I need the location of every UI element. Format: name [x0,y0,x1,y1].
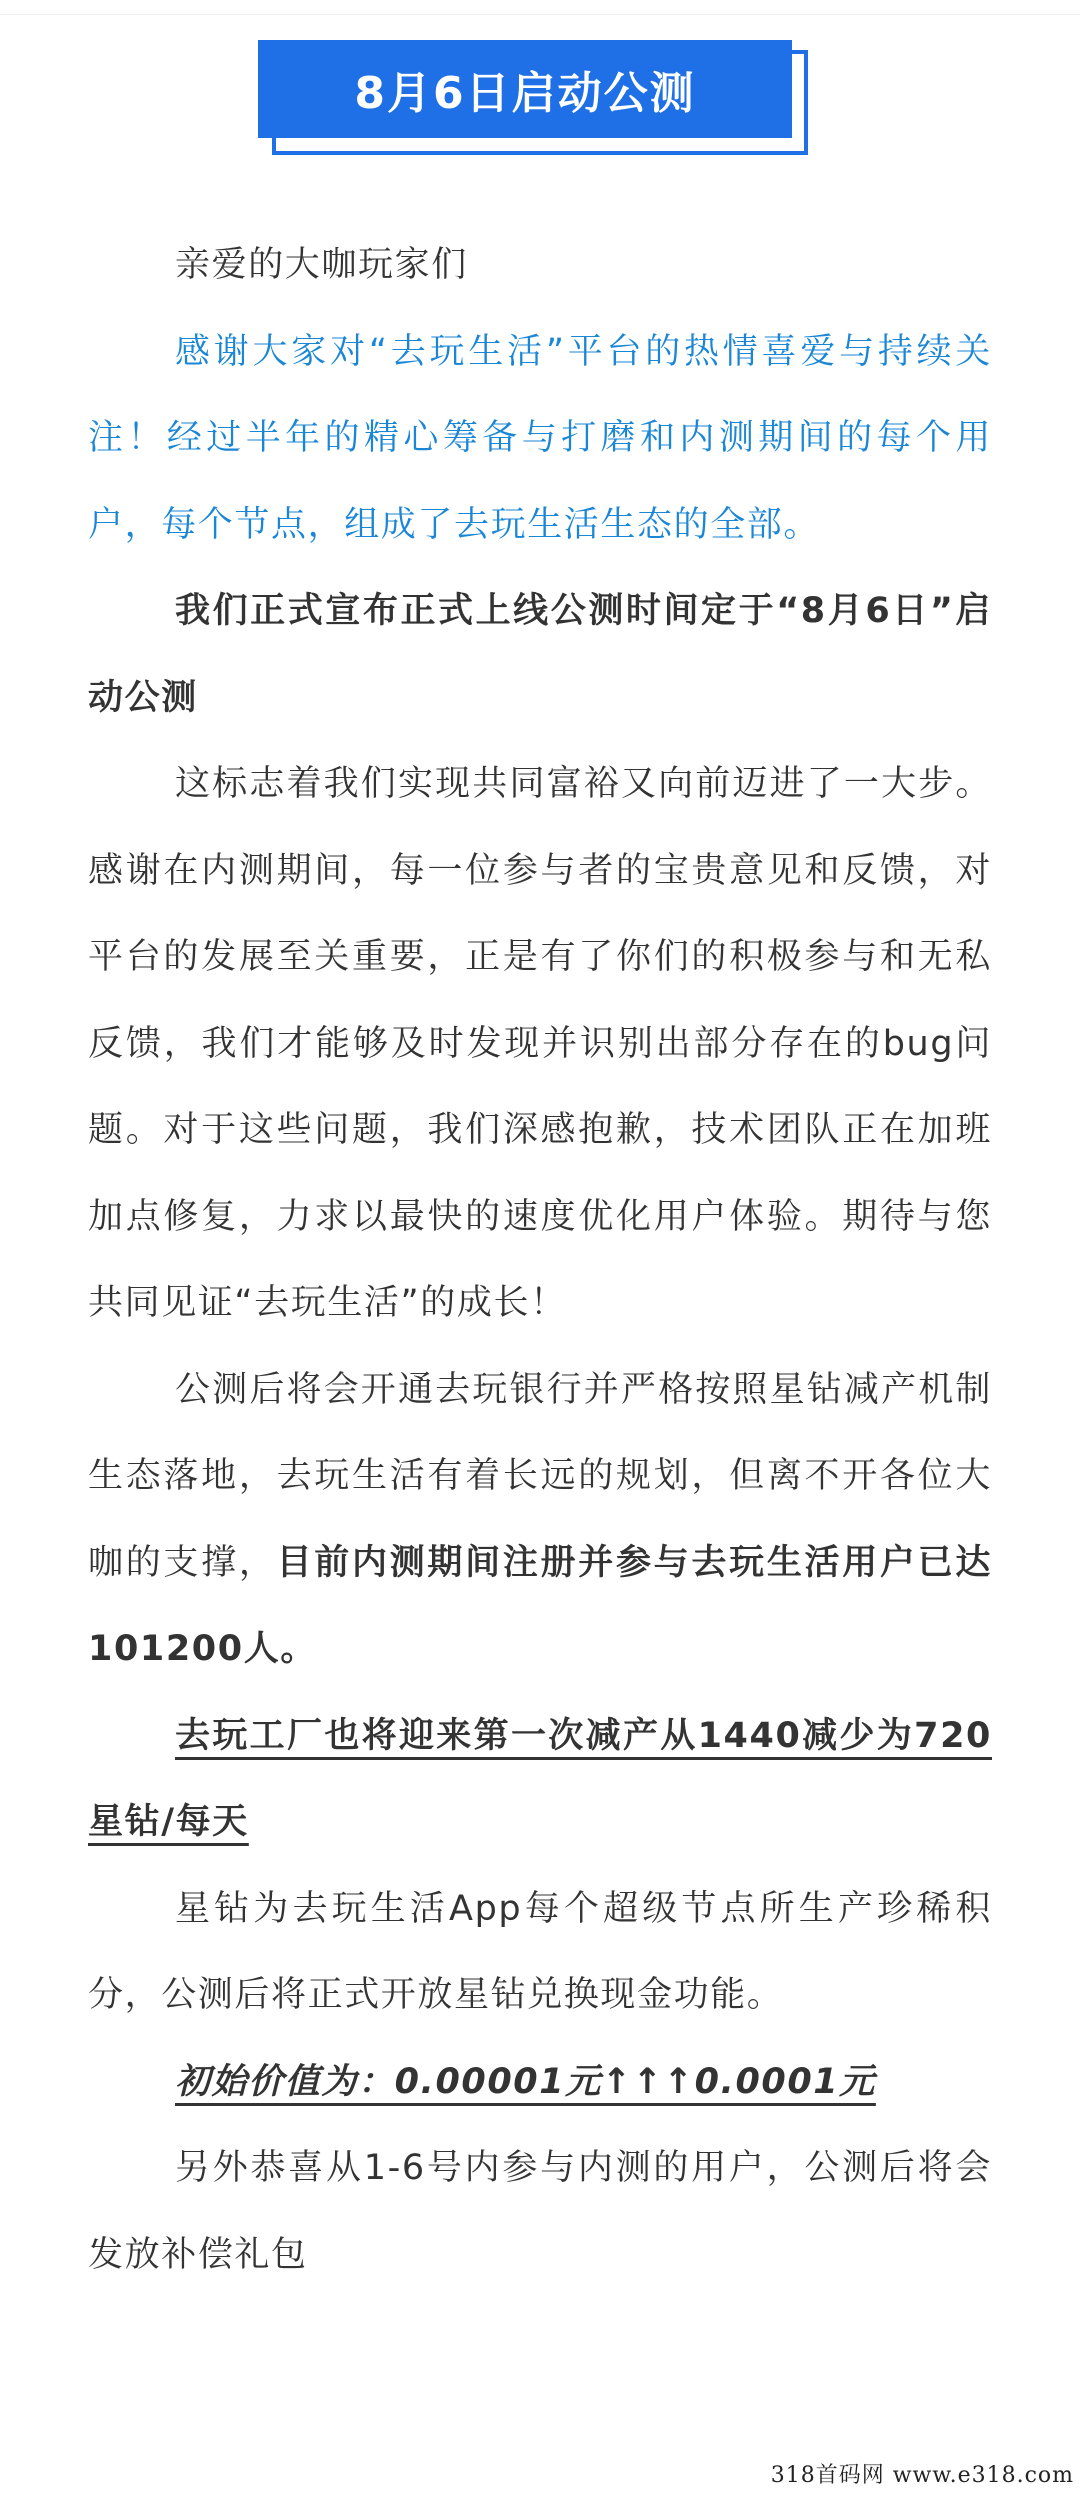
para-price-wrap [88,2039,992,2126]
para-progress: 这标志着我们实现共同富裕又向前迈进了一大步。感谢在内测期间，每一位参与者的宝贵意见和反馈，对平台的发展至关重要，正是有了你们的积极参与和无私反馈，我们才能够及时发现并识别出部分存在的bug问题。对于这些问题，我们深感抱歉，技术团队正在加班加点修复，力求以最快的速度优化用户体验。期待与您共同见证“去玩生活”的成长！ [88,764,992,1323]
para-thanks: 感谢大家对“去玩生活”平台的热情喜爱与持续关注！经过半年的精心筹备与打磨和内测期间的每个用户，每个节点，组成了去玩生活生态的全部。 [88,331,992,545]
page-title: 8月6日启动公测 [258,40,792,138]
para-factory: 去玩工厂也将迎来第一次减产从1440减少为720星钻/每天 [88,1715,992,1842]
para-announce: 我们正式宣布正式上线公测时间定于“8月6日”启动公测 [88,591,992,718]
para-factory-wrap [88,1693,992,1866]
para-price: 初始价值为：0.00001元↑↑↑0.0001元 [175,2061,876,2102]
watermark: 318首码网 www.e318.com [770,2463,1074,2488]
title-banner [258,40,808,157]
para-bank-plain: 公测后将会开通去玩银行并严格按照星钻减产机制生态落地，去玩生活有着长远的规划，但离不开各位大咖的支撑， [88,1369,992,1583]
para-bank [88,1347,992,1693]
top-divider [0,14,1080,15]
para-gift: 另外恭喜从1-6号内参与内测的用户，公测后将会发放补偿礼包 [88,2148,992,2275]
greeting: 亲爱的大咖玩家们 [175,245,468,285]
article-body [88,222,992,2298]
para-bank-bold: 目前内测期间注册并参与去玩生活用户已达101200人。 [88,1542,992,1669]
para-star: 星钻为去玩生活App每个超级节点所生产珍稀积分，公测后将正式开放星钻兑换现金功能。 [88,1888,992,2015]
